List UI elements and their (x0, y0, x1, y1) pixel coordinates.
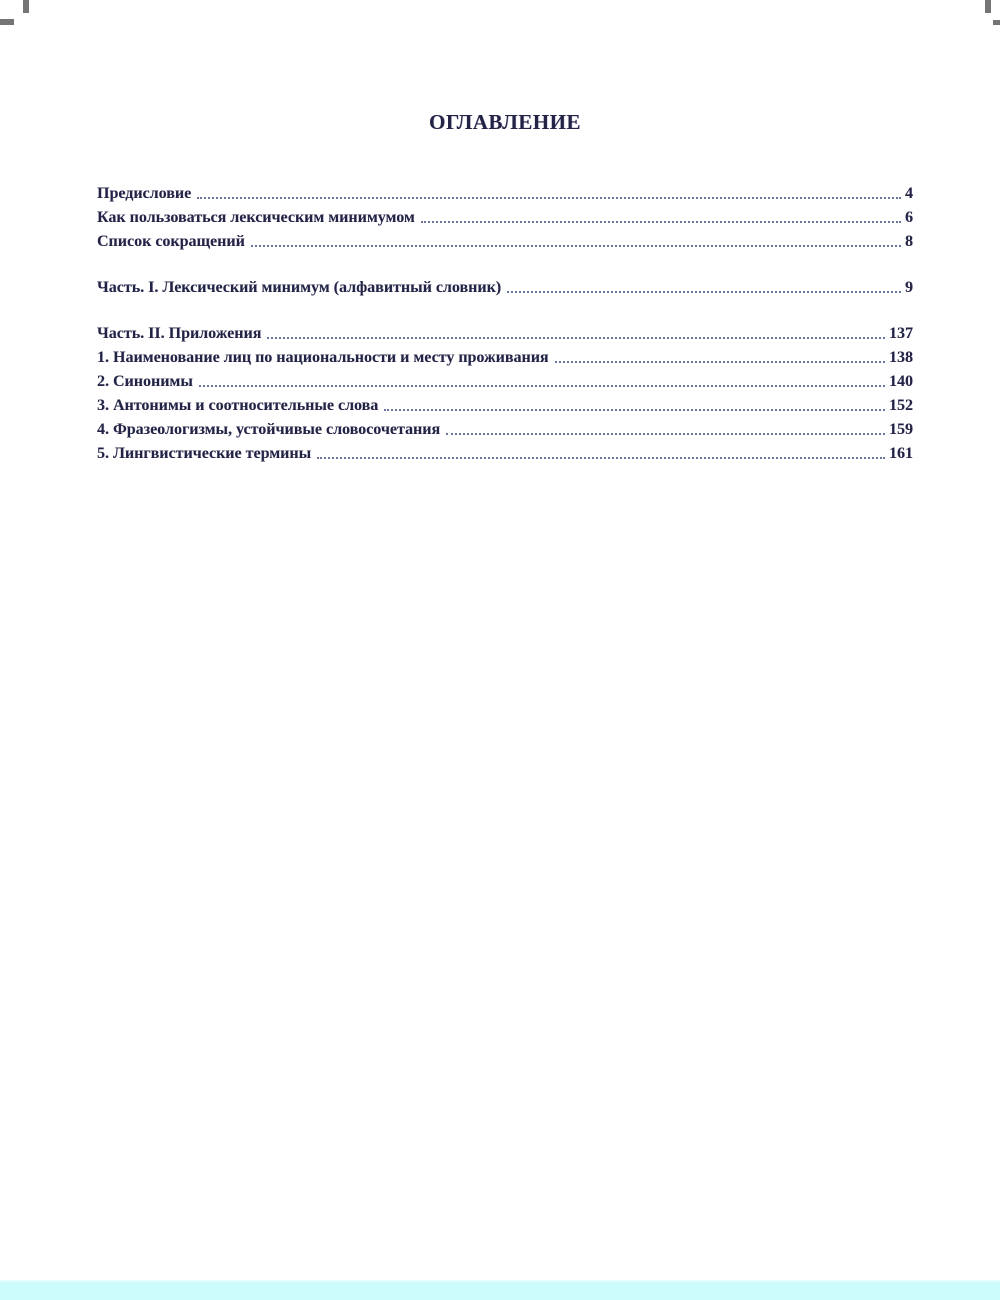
toc-entry[interactable] (97, 205, 913, 229)
toc-entry[interactable] (97, 321, 913, 345)
toc-entry-label: Как пользоваться лексическим минимумом (97, 209, 415, 226)
toc-dotted-leader (421, 221, 901, 223)
toc-entry-page-number: 152 (889, 397, 913, 414)
crop-mark-top-right-horizontal (993, 20, 1000, 25)
toc-entry-label: 2. Синонимы (97, 373, 193, 390)
toc-entry-page-number: 138 (889, 349, 913, 366)
toc-entry-page-number: 137 (889, 325, 913, 342)
toc-dotted-leader (555, 361, 885, 363)
toc-entry-label: 5. Лингвистические термины (97, 445, 312, 462)
toc-entry-page-number: 161 (889, 445, 913, 462)
toc-entry[interactable] (97, 345, 913, 369)
toc-spacer (97, 253, 913, 275)
toc-spacer (97, 299, 913, 321)
table-of-contents (97, 181, 913, 465)
toc-dotted-leader (199, 385, 885, 387)
crop-mark-top-left-vertical (23, 0, 29, 13)
toc-entry-page-number: 140 (889, 373, 913, 390)
bottom-highlight-bar (0, 1280, 1000, 1300)
toc-entry[interactable] (97, 393, 913, 417)
crop-mark-top-right-vertical (985, 0, 991, 13)
toc-dotted-leader (507, 291, 901, 293)
toc-entry-page-number: 6 (905, 209, 913, 226)
toc-entry[interactable] (97, 369, 913, 393)
toc-entry[interactable] (97, 181, 913, 205)
toc-entry-page-number: 4 (905, 185, 913, 202)
toc-entry-page-number: 9 (905, 279, 913, 296)
toc-dotted-leader (251, 245, 901, 247)
crop-mark-top-left-horizontal (0, 19, 14, 25)
toc-dotted-leader (446, 433, 885, 435)
toc-entry-label: 3. Антонимы и соотносительные слова (97, 397, 379, 414)
page-title: ОГЛАВЛЕНИЕ (429, 110, 581, 134)
toc-entry-label: Предисловие (97, 185, 192, 202)
toc-dotted-leader (267, 337, 885, 339)
toc-dotted-leader (317, 457, 885, 459)
toc-entry-page-number: 159 (889, 421, 913, 438)
toc-entry-label: Часть. I. Лексический минимум (алфавитный словник) (97, 279, 502, 296)
toc-entry[interactable] (97, 229, 913, 253)
toc-entry-label: 1. Наименование лиц по национальности и месту проживания (97, 349, 549, 366)
toc-entry-label: Список сокращений (97, 233, 245, 250)
toc-entry[interactable] (97, 441, 913, 465)
toc-entry[interactable] (97, 275, 913, 299)
toc-dotted-leader (384, 409, 885, 411)
toc-entry-label: 4. Фразеологизмы, устойчивые словосочетания (97, 421, 441, 438)
toc-entry[interactable] (97, 417, 913, 441)
toc-entry-page-number: 8 (905, 233, 913, 250)
toc-entry-label: Часть. II. Приложения (97, 325, 262, 342)
toc-dotted-leader (197, 197, 901, 199)
